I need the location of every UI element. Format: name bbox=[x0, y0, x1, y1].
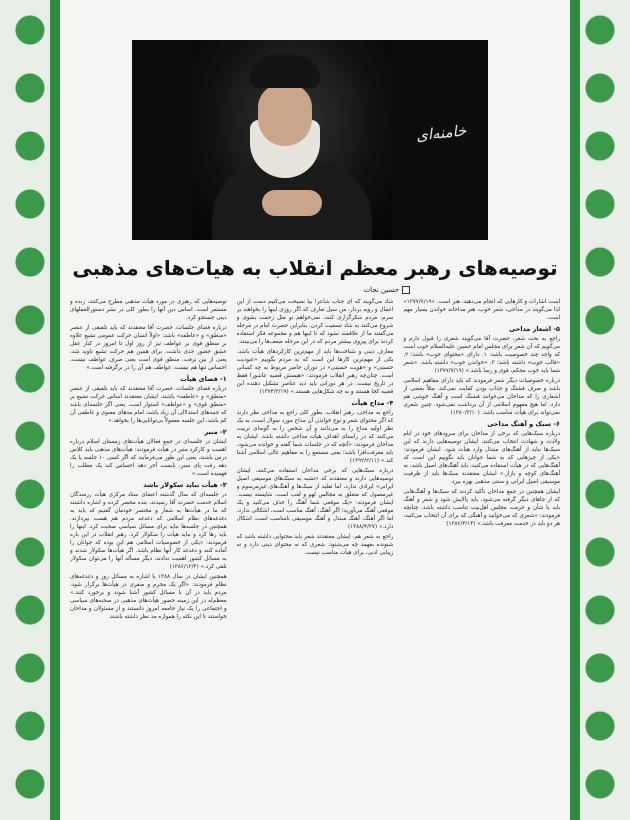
body-paragraph: درباره فضای جلسات، حضرت آقا معتقدند که باید تلفیقی از عنصر «منطق» و «عاطفه» باشد: «اولاً انسان حرکت عمومی تشیع علاوه بر منطق قوی بر عواطف نیز از روز اول تا امروز در کنار عقل عشق حضور جدی داشت. برای همین هم حرکت تشیع تاوید شد، یعنی از بین نرفت. منطق قوی است یعنی صرف عواطف نیست، احساس تنها هم نیست، عواطف هم آن را در برگرفته است.» bbox=[70, 325, 227, 371]
photo-hands bbox=[262, 190, 322, 216]
author-name: حسین نجات bbox=[363, 286, 399, 294]
hero-photo bbox=[132, 40, 488, 240]
body-paragraph: درباره سبک‌هایی که برخی مداحان استفاده می‌کنند، ایشان توصیه‌هایی دارند و معتقدند که «تشبه به سبک‌های موسیقی اصیل ایرانی» ایرادی ندارد، اما تقلید از سبک‌ها و آهنگ‌های غیرمرسوم و غیرمعمول که متعلق به مجالس لهو و لعب است، شایسته نیست. ایشان فرمودند: «یک موقعی شما آهنگ را حذف می‌کنید و یک موقعی آهنگ می‌آورید؛ اگر آهنگ، آهنگ مناسب است، اشکالی ندارد، اما اگر آهنگ، آهنگ مبتذل و آهنگ موسیقی نامناسب است، اشکال دارد.» (۱۳۸۸/۴/۲۷) bbox=[236, 468, 394, 530]
section-heading: ۶- سبک و آهنگ مداحی bbox=[487, 420, 561, 428]
article-columns bbox=[70, 298, 560, 784]
body-paragraph: است اشارات و کارهایی که انجام می‌دهید، هنر است. «۱۳۷۷/۷/۱۹» لذا می‌گویند در مداحی، شعر خوب، هنر مداحانه خواندن بسیار مهم است. bbox=[403, 299, 561, 321]
section-heading: ۳- هیأت نباید سکولار باشد bbox=[143, 481, 227, 489]
body-paragraph: همچنین ایشان در سال ۱۳۸۸ با اشاره به مسائل روز و دغدغه‌های نظام فرمودند: «اگر یک محرم و صفری در هیأت‌ها برگزار شود، مردم باید در آن با مسائل کشور آشنا شوند و برخورد کنند.» معظم‌له در این زمینه حضور هیأت‌های مذهبی در صحنه‌های سیاسی و اجتماعی را یک نیاز جامعه امروز دانستند و از مسئولان و مداحان خواستند تا این نکته را همواره مد نظر داشته باشند. bbox=[70, 574, 227, 620]
section-heading: ۵- اشعار مداحی bbox=[509, 325, 561, 333]
byline-box-icon bbox=[402, 286, 410, 294]
article-column-left bbox=[403, 298, 560, 784]
photo-turban bbox=[250, 54, 320, 88]
body-paragraph: توصیه‌هایی که رهبری در مورد هیأت مذهبی مطرح می‌کنند، زنده و مستمر است. اساس دین آنها را بطور کلی در نشر دستورالعملهای دینی جستجو کرد. bbox=[70, 299, 227, 321]
body-paragraph: معارف دینی و شناخت‌ها باید از مهم‌ترین کارکردهای هیأت باشد. یکی از مهم‌ترین کارها این است که به مردم بگوییم «عبودیت حسینی» و «هویت حسینی» در دوران حاضر مربوط به چه کسانی است. چنان‌چه رهبر انقلاب فرمودند: «هیمنش قضیه عاشورا فقط در تاریخ نیست. در هر دورانی باید دید عناصر تشکیل دهنده این قضیه کجا هستند و به چه شکل‌هایی هستند.» (۱۳۷۴/۳/۱۹) bbox=[236, 349, 394, 395]
section-heading: ۱- فضای هیأت bbox=[180, 375, 227, 383]
right-decorative-border bbox=[570, 0, 630, 820]
border-band bbox=[50, 0, 60, 820]
article-column-right bbox=[70, 298, 227, 784]
section-heading: ۲- منبر bbox=[204, 428, 227, 436]
article-page bbox=[70, 0, 560, 820]
border-band bbox=[570, 0, 580, 820]
article-column-middle bbox=[237, 298, 394, 784]
body-paragraph: درباره سبک‌هایی که برخی از مداحان برای سرودهای خود در ایام ولادت و شهادت انتخاب می‌کنند، ایشان توصیه‌هایی دارند که این سبک‌ها نباید از آهنگ‌های مبتذل وارد هیأت شود. ایشان فرمودند: «یکی از چیزهایی که به شما جوانان باید بگوییم این است که آهنگ‌هایی که در هیأت استفاده می‌کنید، باید آهنگ‌های اصیل باشد، نه آهنگ‌های کوچه و بازار.» ایشان معتقدند سبک‌ها باید از ظرفیت موسیقی اصیل ایرانی و سنتی مذهبی بهره ببرد. bbox=[403, 431, 561, 485]
body-paragraph: راجع به بحث شعر، حضرت آقا می‌گویند شعری را قبول دارم و می‌گویم که آن شعر برای مجلس امام حسین علیه‌السلام خوب است که واجد چند خصوصیت باشد: ۱. دارای «محتوای خوب» باشد؛ ۲. «قالب خوب» داشته باشد؛ ۳. «خواندن خوب» داشته باشد. «شعر شما باید خوب محکم، قوی و رسا باشد.» (۱۳۷۷/۷/۱۹) bbox=[403, 336, 561, 374]
body-paragraph: ایشان در جلسه‌ای در جمع فعالان هیأت‌های زمستان اسلام درباره اهمیت و کارکرد منبر در هیأت فرمودند: هیأت‌های مذهبی باید کلاس درس باشند، یعنی این طور می‌فرمایند که اگر کسی ۱۰ جلسه یا یک دهه رفت پای منبر، بایست آخر دهه احساس کند یک مطلب را فهمیده است.» bbox=[70, 439, 227, 477]
section-heading: ۴- مداح هیأت bbox=[351, 399, 394, 407]
photo-face bbox=[258, 84, 312, 146]
body-paragraph: درباره فضای جلسات، حضرت آقا معتقدند که باید تلفیقی از عنصر «منطق» و «عاطفه» باشند. ایشان معتقدند اساس حرکت تشیع بر «منطق قوی» و «عواطف» استوار است. یعنی اگر جلسه‌ای باشد که جنبه‌های استدلالی آن زیاد باشد، امام مدهای معنوی و عاطفی آن کم باشد، این جلسه معمولاً بی‌توانایی‌ها را بخواهد.» bbox=[70, 386, 227, 424]
body-paragraph: شاد می‌گویند که ای جناب شاعر! بیا نصیحت می‌کنیم دست از این اعمال و رویه بردار، من سیل تعارف که اگر روزی اینها را بخواهند بر سرم، مردم شکرگزاری کنند، نمی‌خواهم تو مثل زحمت بشوی و شروع می‌کنند به شاد تسمیت کردن. بنابراین حضرت امام در مرحله می‌گفتند ما از علاقمند نشود که تا اینها هم و مجموعه فکر استفاده کردند برای پیروی بیشتر مردم که در این مرحله ضعف‌ها را می‌بینند. bbox=[236, 299, 394, 345]
body-paragraph: در جلسه‌ای که سال گذشته اعضای ستاد مرکزی هیأت رزمندگان اسلام خدمت حضرت آقا رسیدند، بنده محضر کرده و اشاره داشتند که ما در هیأت‌ها به شعار و مختصر خودمان گفتیم که باید به دغدغه‌های نظام اسلامی که دغدغه مردم هم هست بپردازند. همچنین در جلسه‌ها نباید برای مسائل سیاسی صحبت کرد. اینها را باید رها کرد و نباید هیأت را سکولار کرد. رهبر انقلاب در این باره فرمودند: «یکی از خصوصیات اسلامی هم این بوده که جوانان را آماده کنند و دغدغه کار آنها نظام باشد. اگر هیأت‌ها سکولار شدند و به مسائل کشور اهمیت ندادند، دیگر مسأله آنها را می‌توان سکولار تلقی کرد.» (۱۳۸۶/۱۲/۴) bbox=[70, 492, 227, 570]
signature-calligraphy: خامنه‌ای bbox=[414, 121, 467, 145]
author-byline bbox=[364, 286, 410, 294]
body-paragraph: ایشان همچنین در جمع مداحان تأکید کردند که سبک‌ها و آهنگ‌هایی که از جاهای دیگر گرفته می‌شود، باید پالایش شود و شعر و آهنگ باید با شأن و حرمت مجلس اهل‌بیت تناسب داشته باشد. چنانچه فرمودند: «شعری که می‌خوانید و آهنگی که برای آن انتخاب می‌کنید، هر دو باید در خدمت معرفت باشد.» (۱۳۸۶/۴/۱۴) bbox=[403, 489, 561, 527]
body-paragraph: درباره خصوصیات دیگر شعر فرمودند که باید دارای مفاهیم اسلامی باشد و صرف قشنگ و جذاب بودن کفایت نمی‌کند. مثلاً بعضی از اشعاری را که مداحان می‌خوانند قشنگ است و آهنگ خوشی هم دارد، اما هیچ مفهوم اسلامی از آن برداشت نمی‌شود. چنین شعری نمی‌تواند برای هیأت مناسب باشد. (۱۳۸۰/۳/۱۰) bbox=[403, 378, 561, 416]
left-decorative-border bbox=[0, 0, 60, 820]
body-paragraph: راجع به مداحی، رهبر انقلاب، بطور کلی راجع به مداحی نظر دارند که اگر محتوای شعر و نوع خواندن آن مداح مورد سوال است، به یک نظر اولیه مداح را بد می‌دانند و آن شخص را به گونه‌ای تربیت می‌کنند که در راستای اهداف هیأت مداحی داشته باشد. ایشان به مداحان فرمودند: «آنچه که در جلسات شما گفته و خوانده می‌شود، باید معرفت‌افزا باشد؛ یعنی مستمع را به مفاهیم عالی اسلامی آشنا کند.» (۱۳۹۲/۲/۱۱) bbox=[236, 410, 394, 464]
body-paragraph: راجع به شعر هم، ایشان معتقدند شعر باید محتوایی داشته باشد که شنونده بفهمد چه می‌شنود. شعری که نه محتوای دینی دارد و نه زیبایی ادبی، برای هیأت مناسب نیست. bbox=[236, 534, 394, 556]
article-title: توصیه‌های رهبر معظم انقلاب به هیات‌های مذهبی bbox=[72, 256, 558, 280]
